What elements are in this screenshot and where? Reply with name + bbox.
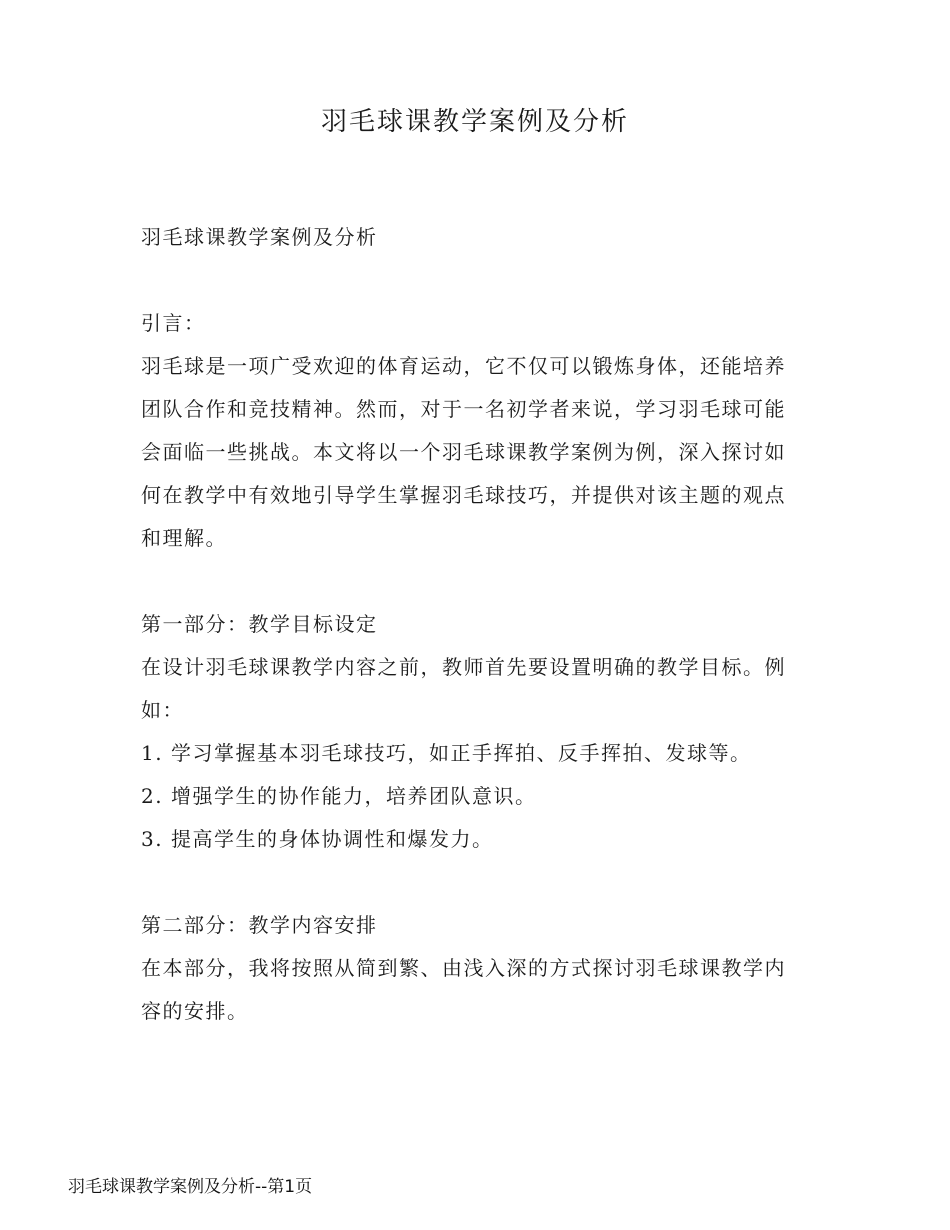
intro-paragraph: 羽毛球是一项广受欢迎的体育运动，它不仅可以锻炼身体，还能培养团队合作和竞技精神。然而，对于一名初学者来说，学习羽毛球可能会面临一些挑战。本文将以一个羽毛球课教学案例为例，深入探讨如何在教学中有效地引导学生掌握羽毛球技巧，并提供对该主题的观点和理解。	[141, 354, 786, 550]
list-item: 1. 学习掌握基本羽毛球技巧，如正手挥拍、反手挥拍、发球等。	[141, 741, 752, 765]
spacer	[141, 259, 793, 302]
list-item: 3. 提高学生的身体协调性和爆发力。	[141, 827, 494, 851]
subtitle: 羽毛球课教学案例及分析	[141, 225, 378, 249]
part2-heading: 第二部分：教学内容安排	[141, 913, 378, 937]
spacer	[141, 861, 793, 904]
part2-paragraph: 在本部分，我将按照从简到繁、由浅入深的方式探讨羽毛球课教学内容的安排。	[141, 956, 786, 1023]
intro-heading: 引言：	[141, 311, 206, 335]
page-title: 羽毛球课教学案例及分析	[320, 107, 629, 137]
document-body	[141, 216, 793, 1033]
list-item: 2. 增强学生的协作能力，培养团队意识。	[141, 784, 537, 808]
part1-paragraph: 在设计羽毛球课教学内容之前，教师首先要设置明确的教学目标。例如：	[141, 655, 786, 722]
spacer	[141, 560, 793, 603]
part1-heading: 第一部分：教学目标设定	[141, 612, 378, 636]
page-footer: 羽毛球课教学案例及分析--第1页	[68, 1177, 313, 1197]
